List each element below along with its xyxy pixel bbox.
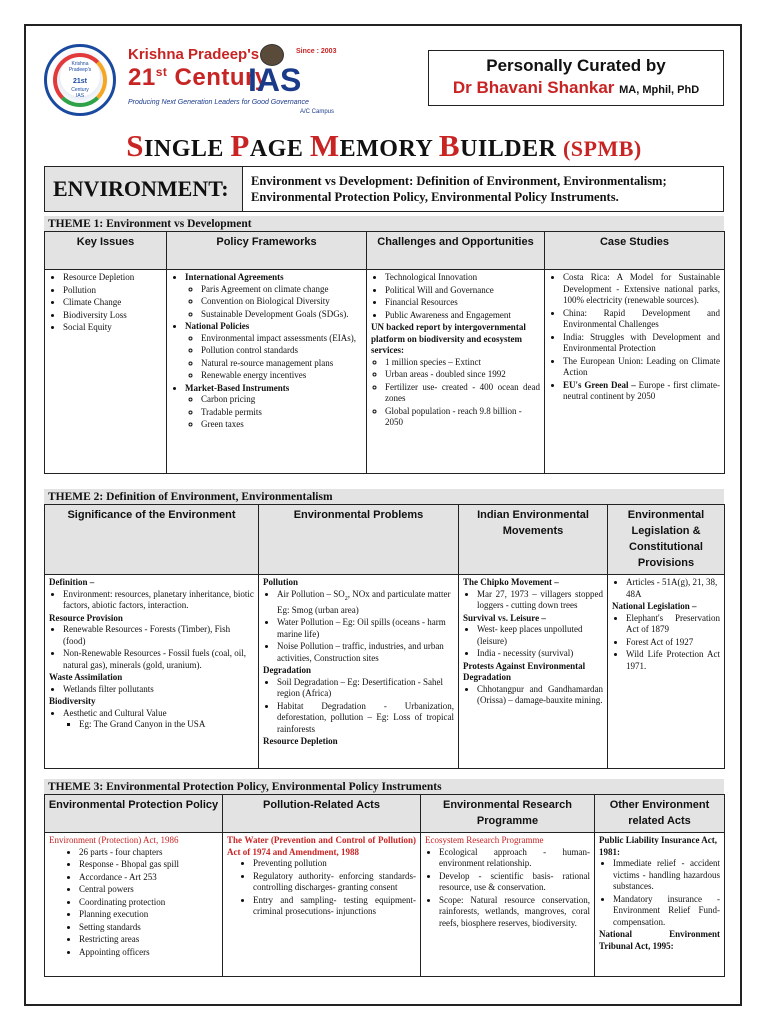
list-item: • Scope: Natural resource conservation, rainforests, wetlands, mangroves, coral reefs, biosphere reserves, biodiversity. bbox=[439, 895, 590, 930]
significance-heading: Resource Provision bbox=[49, 612, 123, 623]
list-item: • Accordance - Art 253 bbox=[79, 872, 218, 884]
list-item: • Technological Innovation bbox=[385, 272, 540, 284]
list-item: ◦ Sustainable Development Goals (SDGs). bbox=[201, 309, 362, 321]
other-act-title: National Environment Tribunal Act, 1995: bbox=[599, 929, 720, 951]
theme2-section bbox=[44, 489, 724, 769]
theme2-legislation-cell bbox=[608, 575, 725, 769]
list-item: • West- keep places unpolluted (leisure) bbox=[477, 624, 603, 647]
logo-text-5: IAS bbox=[75, 93, 85, 99]
list-item: ◦ Environmental impact assessments (EIAs), bbox=[201, 333, 362, 345]
protection-act-title: Environment (Protection) Act, 1986 bbox=[49, 835, 179, 845]
list-item: • Financial Resources bbox=[385, 297, 540, 309]
theme1-header-case-studies: Case Studies bbox=[545, 232, 725, 270]
logo-text-2: Pradeep's bbox=[68, 67, 92, 73]
list-item: • Habitat Degradation - Urbanization, deforestation, pollution – Eg: Loss of tropical rainforests bbox=[277, 701, 454, 736]
list-item: ◦ 1 million species – Extinct bbox=[385, 357, 540, 369]
list-item: • Resource Depletion bbox=[63, 272, 162, 284]
theme2-header-legislation: Environmental Legislation & Constitutional Provisions bbox=[608, 505, 725, 575]
theme2-movements-cell bbox=[459, 575, 608, 769]
list-item: • Mar 27, 1973 – villagers stopped loggers - cutting down trees bbox=[477, 589, 603, 612]
brand-ias: IAS bbox=[248, 62, 302, 98]
list-item: • Environment: resources, planetary inheritance, biotic factors, abiotic factors, interaction. bbox=[63, 589, 254, 612]
movements-heading: The Chipko Movement – bbox=[463, 577, 559, 587]
theme3-section bbox=[44, 779, 724, 977]
significance-heading: Biodiversity bbox=[49, 696, 96, 706]
theme2-problems-cell bbox=[259, 575, 459, 769]
environment-description: Environment vs Development: Definition of Environment, Environmentalism; Environmental Protection Policy, Environmental Policy Instruments. bbox=[251, 174, 667, 204]
list-item: • Pollution bbox=[63, 285, 162, 297]
list-item: • Setting standards bbox=[79, 922, 218, 934]
problems-heading: Pollution bbox=[263, 577, 299, 587]
curator-name: Dr Bhavani Shankar MA, Mphil, PhD bbox=[452, 78, 700, 97]
theme1-section bbox=[44, 216, 724, 474]
theme1-table bbox=[44, 231, 725, 474]
theme3-table bbox=[44, 794, 725, 977]
theme1-header-key-issues: Key Issues bbox=[45, 232, 167, 270]
legislation-heading: National Legislation – bbox=[612, 601, 697, 611]
list-item: • Renewable Resources - Forests (Timber), Fish (food) bbox=[63, 624, 254, 647]
list-item: • Air Pollution – $SO_2$, NOx and particulate matter Eg: Smog (urban area) bbox=[277, 589, 454, 617]
list-item: ◦ Paris Agreement on climate change bbox=[201, 284, 362, 296]
significance-heading: Waste Assimilation bbox=[49, 672, 123, 682]
theme2-table bbox=[44, 504, 725, 769]
theme1-header-challenges: Challenges and Opportunities bbox=[367, 232, 545, 270]
theme2-header-problems: Environmental Problems bbox=[259, 505, 459, 575]
list-item: ◦ Global population - reach 9.8 billion - 2050 bbox=[385, 406, 540, 429]
brand-top-text: Krishna Pradeep's bbox=[128, 46, 260, 63]
list-item: ◦ Pollution control standards bbox=[201, 345, 362, 357]
brand-since: Since : 2003 bbox=[296, 48, 337, 55]
list-item: • Costa Rica: A Model for Sustainable Development - Extensive national parks, 100% electricity (renewable sources). bbox=[563, 272, 720, 307]
list-item: • Coordinating protection bbox=[79, 897, 218, 909]
list-item: • Wild Life Protection Act 1971. bbox=[626, 649, 720, 672]
list-item: ◦ Natural re-source management plans bbox=[201, 358, 362, 370]
policy-group-heading: • Market-Based Instruments ◦ Carbon pricing ◦ Tradable permits ◦ Green taxes bbox=[185, 383, 362, 431]
list-item: • India - necessity (survival) bbox=[477, 648, 603, 660]
theme3-header-pollution-acts: Pollution-Related Acts bbox=[223, 795, 421, 833]
list-item: • Elephant's Preservation Act of 1879 bbox=[626, 613, 720, 636]
curated-box bbox=[428, 50, 724, 106]
list-item: • Develop - scientific basis- rational resource, use & conservation. bbox=[439, 871, 590, 894]
movements-heading: Protests Against Environmental Degradation bbox=[463, 660, 586, 682]
theme1-key-issues-cell bbox=[45, 270, 167, 474]
theme1-case-studies-cell bbox=[545, 270, 725, 474]
list-item: • Mandatory insurance - Environment Relief Fund- compensation. bbox=[613, 894, 720, 929]
theme1-title: THEME 1: Environment vs Development bbox=[44, 216, 724, 231]
theme2-header-movements: Indian Environmental Movements bbox=[459, 505, 608, 575]
list-item: • Climate Change bbox=[63, 297, 162, 309]
list-item: • Central powers bbox=[79, 884, 218, 896]
list-item: • Planning execution bbox=[79, 909, 218, 921]
list-item: ◦ Urban areas - doubled since 1992 bbox=[385, 369, 540, 381]
list-item: • Forest Act of 1927 bbox=[626, 637, 720, 649]
list-item: • Appointing officers bbox=[79, 947, 218, 959]
list-item: • Chhotangpur and Gandhamardan (Orissa) – damage-bauxite mining. bbox=[477, 684, 603, 707]
curated-label: Personally Curated by bbox=[486, 56, 666, 75]
policy-group-heading: • National Policies ◦ Environmental impact assessments (EIAs), ◦ Pollution control standards ◦ Natural re-source management plans ◦ Renewable energy incentives bbox=[185, 321, 362, 382]
logo-text-3: 21st bbox=[72, 78, 87, 85]
list-item: • Non-Renewable Resources - Fossil fuels (coal, oil, natural gas), minerals (gold, uranium). bbox=[63, 648, 254, 671]
list-item: • The European Union: Leading on Climate Action bbox=[563, 356, 720, 379]
theme1-policy-cell bbox=[167, 270, 367, 474]
list-item: • Aesthetic and Cultural Value ▪ Eg: The Grand Canyon in the USA bbox=[63, 708, 254, 731]
list-item: • Noise Pollution – traffic, industries, and urban activities, Construction sites bbox=[277, 641, 454, 664]
list-item: • Wetlands filter pollutants bbox=[63, 684, 254, 696]
list-item: • Regulatory authority- enforcing standards- controlling discharges- granting consent bbox=[253, 871, 416, 894]
logo-text-1: Krishna bbox=[71, 61, 89, 67]
un-report-heading: UN backed report by intergovernmental platform on biodiversity and ecosystem services: bbox=[371, 322, 526, 355]
list-item: • China: Rapid Development and Environmental Challenges bbox=[563, 308, 720, 331]
list-item: ◦ Tradable permits bbox=[201, 407, 362, 419]
list-item: • Immediate relief - accident victims - handling hazardous substances. bbox=[613, 858, 720, 893]
logo-text-4: Century bbox=[71, 87, 89, 93]
list-item: ◦ Convention on Biological Diversity bbox=[201, 296, 362, 308]
list-item: • India: Struggles with Development and Environmental Protection bbox=[563, 332, 720, 355]
list-item: • Response - Bhopal gas spill bbox=[79, 859, 218, 871]
theme2-significance-cell bbox=[45, 575, 259, 769]
movements-heading: Survival vs. Leisure – bbox=[463, 612, 546, 623]
list-item: ◦ Fertilizer use- created - 400 ocean dead zones bbox=[385, 382, 540, 405]
brand-campus: A/C Campus bbox=[300, 109, 335, 115]
theme3-header-other-acts: Other Environment related Acts bbox=[595, 795, 725, 833]
list-item: • Articles - 51A(g), 21, 38, 48A bbox=[626, 577, 720, 600]
brand-main: 21st Century bbox=[128, 64, 269, 91]
theme2-header-significance: Significance of the Environment bbox=[45, 505, 259, 575]
research-programme-title: Ecosystem Research Programme bbox=[425, 835, 544, 845]
list-item: ◦ Green taxes bbox=[201, 419, 362, 431]
problems-heading: Resource Depletion bbox=[263, 736, 338, 747]
environment-label: ENVIRONMENT: bbox=[45, 167, 243, 211]
environment-banner bbox=[44, 166, 724, 212]
theme3-other-acts-cell bbox=[595, 833, 725, 977]
theme3-research-cell bbox=[421, 833, 595, 977]
theme3-protection-cell bbox=[45, 833, 223, 977]
page-title: SINGLE PAGE MEMORY BUILDER (SPMB) bbox=[126, 128, 642, 163]
pollution-act-title: The Water (Prevention and Control of Pollution) Act of 1974 and Amendment, 1988 bbox=[227, 835, 416, 857]
theme3-header-research: Environmental Research Programme bbox=[421, 795, 595, 833]
significance-heading: Definition – bbox=[49, 577, 95, 587]
list-item: • Water Pollution – Eg: Oil spills (oceans - harm marine life) bbox=[277, 617, 454, 640]
other-act-title: Public Liability Insurance Act, 1981: bbox=[599, 835, 718, 857]
theme3-header-protection: Environmental Protection Policy bbox=[45, 795, 223, 833]
list-item: • Entry and sampling- testing equipment- criminal prosecutions- injunctions bbox=[253, 895, 416, 918]
list-item: ▪ Eg: The Grand Canyon in the USA bbox=[79, 719, 254, 731]
theme1-challenges-cell bbox=[367, 270, 545, 474]
list-item: ◦ Renewable energy incentives bbox=[201, 370, 362, 382]
list-item: • EU's Green Deal – Europe - first climate-neutral continent by 2050 bbox=[563, 380, 720, 403]
list-item: • Social Equity bbox=[63, 322, 162, 334]
theme2-title: THEME 2: Definition of Environment, Environmentalism bbox=[44, 489, 724, 504]
theme3-title: THEME 3: Environmental Protection Policy, Environmental Policy Instruments bbox=[44, 779, 724, 794]
theme1-header-policy: Policy Frameworks bbox=[167, 232, 367, 270]
list-item: ◦ Carbon pricing bbox=[201, 394, 362, 406]
list-item: • Political Will and Governance bbox=[385, 285, 540, 297]
institute-logo bbox=[44, 44, 116, 116]
list-item: • Ecological approach - human-environment relationship. bbox=[439, 847, 590, 870]
list-item: • Public Awareness and Engagement bbox=[385, 310, 540, 322]
list-item: • Preventing pollution bbox=[253, 858, 416, 870]
list-item: • Biodiversity Loss bbox=[63, 310, 162, 322]
problems-heading: Degradation bbox=[263, 665, 311, 676]
brand-tagline: Producing Next Generation Leaders for Good Governance bbox=[128, 99, 309, 106]
policy-group-heading: • International Agreements ◦ Paris Agreement on climate change ◦ Convention on Biological Diversity ◦ Sustainable Development Goals (SDGs). bbox=[185, 272, 362, 320]
list-item: • Soil Degradation – Eg: Desertification - Sahel region (Africa) bbox=[277, 677, 454, 700]
theme3-pollution-acts-cell bbox=[223, 833, 421, 977]
list-item: • 26 parts - four chapters bbox=[79, 847, 218, 859]
list-item: • Restricting areas bbox=[79, 934, 218, 946]
